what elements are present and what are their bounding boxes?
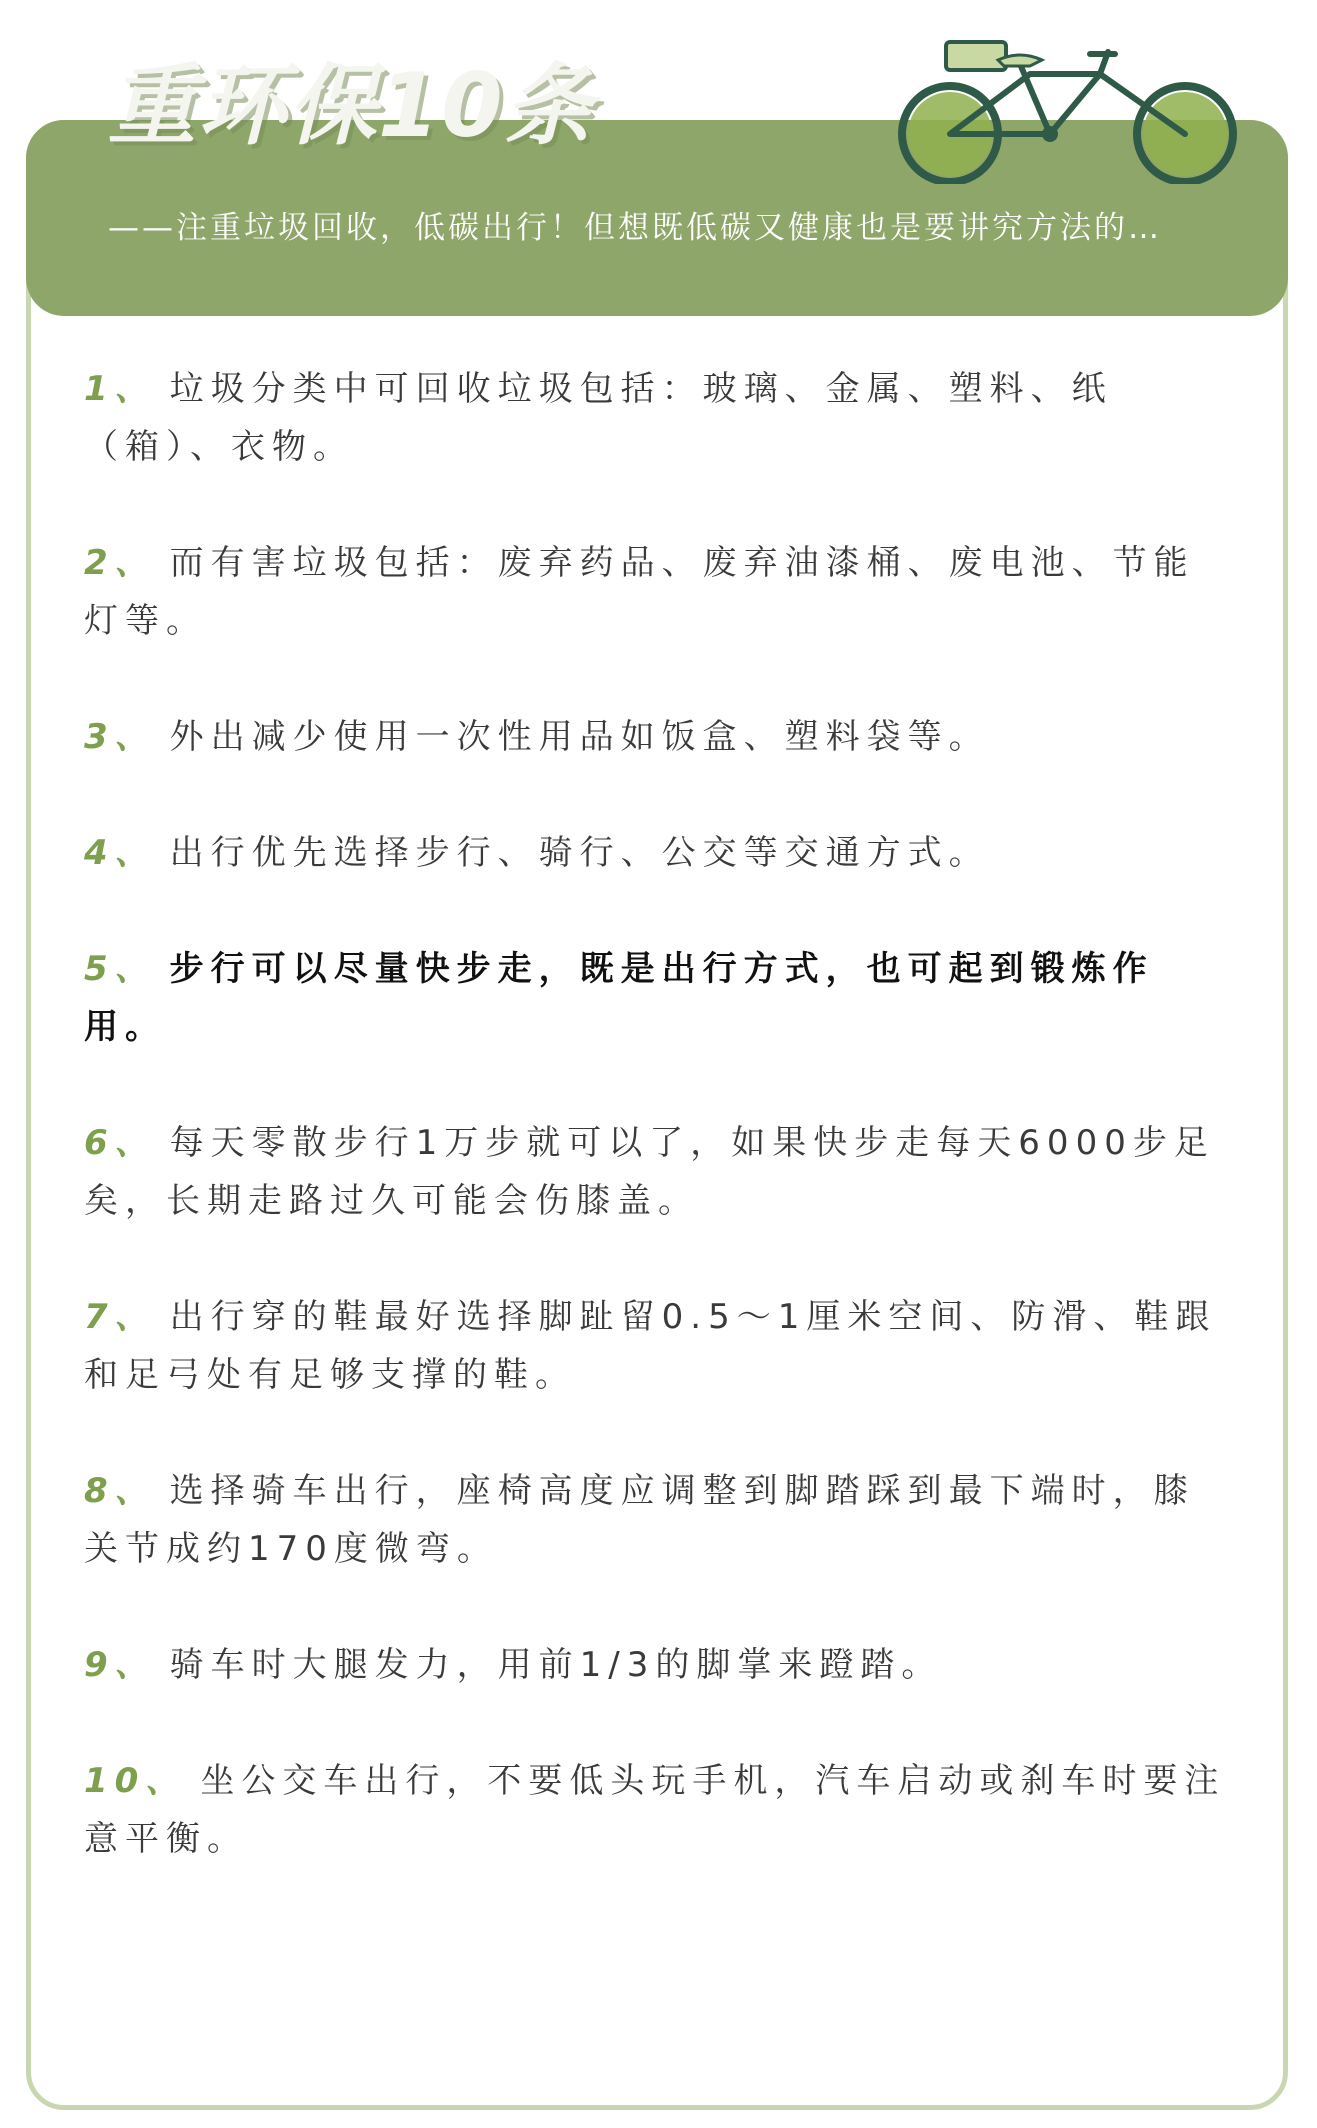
page-subtitle: ——注重垃圾回收，低碳出行！但想既低碳又健康也是要讲究方法的…: [108, 210, 1162, 246]
item-text: 出行优先选择步行、骑行、公交等交通方式。: [169, 833, 990, 873]
item-number: 2、: [84, 543, 156, 583]
list-item: [84, 1636, 1234, 1694]
item-text: 步行可以尽量快步走，既是出行方式，也可起到锻炼作用。: [84, 949, 1154, 1047]
item-text: 选择骑车出行，座椅高度应调整到脚踏踩到最下端时，膝关节成约170度微弯。: [84, 1471, 1195, 1569]
item-number: 10、: [84, 1761, 187, 1801]
item-number: 6、: [84, 1123, 156, 1163]
tips-list: [84, 360, 1234, 1926]
bicycle-seat: [998, 55, 1042, 66]
list-item: [84, 360, 1234, 476]
item-number: 5、: [84, 949, 156, 989]
item-number: 1、: [84, 369, 156, 409]
page-title: 重环保10条: [108, 54, 595, 157]
item-text: 而有害垃圾包括：废弃药品、废弃油漆桶、废电池、节能灯等。: [84, 543, 1195, 641]
list-item: [84, 534, 1234, 650]
item-text: 垃圾分类中可回收垃圾包括：玻璃、金属、塑料、纸（箱）、衣物。: [84, 369, 1113, 467]
list-item: [84, 708, 1234, 766]
list-item: [84, 1462, 1234, 1578]
list-item: [84, 1288, 1234, 1404]
item-text: 外出减少使用一次性用品如饭盒、塑料袋等。: [169, 717, 990, 757]
item-text: 出行穿的鞋最好选择脚趾留0.5～1厘米空间、防滑、鞋跟和足弓处有足够支撑的鞋。: [84, 1297, 1217, 1395]
item-text: 每天零散步行1万步就可以了，如果快步走每天6000步足矣，长期走路过久可能会伤膝盖。: [84, 1123, 1215, 1221]
list-item: [84, 1114, 1234, 1230]
item-text: 坐公交车出行，不要低头玩手机，汽车启动或刹车时要注意平衡。: [84, 1761, 1226, 1859]
item-number: 8、: [84, 1471, 156, 1511]
bicycle-basket: [946, 42, 1006, 70]
item-number: 7、: [84, 1297, 156, 1337]
list-item: [84, 1752, 1234, 1868]
item-text: 骑车时大腿发力，用前1/3的脚掌来蹬踏。: [169, 1645, 943, 1685]
item-number: 9、: [84, 1645, 156, 1685]
item-number: 3、: [84, 717, 156, 757]
list-item: [84, 940, 1234, 1056]
bicycle-pedal: [1042, 126, 1058, 142]
item-number: 4、: [84, 833, 156, 873]
bicycle-icon: [880, 34, 1260, 184]
list-item: [84, 824, 1234, 882]
